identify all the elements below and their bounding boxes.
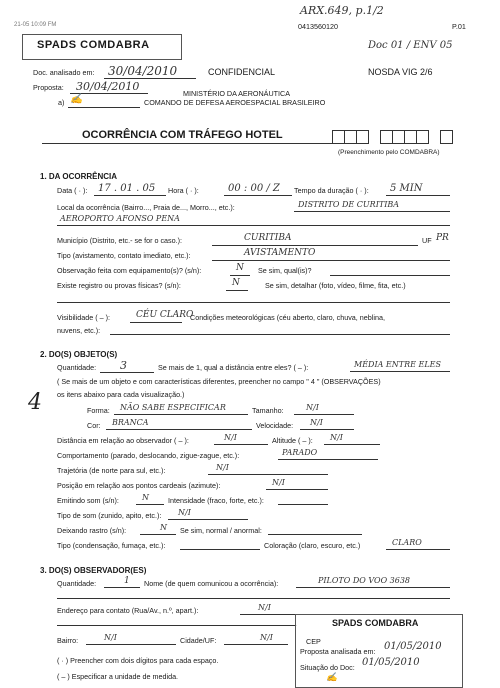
spads-stamp: [22, 34, 182, 60]
obs-sim-label: Se sim, qual(is)?: [258, 266, 312, 275]
bairro-value: N/I: [104, 633, 117, 642]
nome-value: PILOTO DO VOO 3638: [318, 576, 411, 585]
hora-label: Hora ( · ):: [168, 186, 199, 195]
uf-label: UF: [422, 236, 432, 245]
tipo-label: Tipo (avistamento, contato imediato, etc.):: [57, 251, 191, 260]
condicoes-label-2: nuvens, etc.):: [57, 326, 101, 335]
note-line-1: ( Se mais de um objeto e com características diferentes, preencher no campo " 4 " (OBSERVAÇÕES): [57, 377, 381, 386]
quantidade-value: 3: [120, 359, 127, 372]
posicao-label: Posição em relação aos pontos cardeais (azimute):: [57, 481, 221, 490]
municipio-label: Município (Distrito, etc.- se for o caso.):: [57, 236, 183, 245]
footnote-2: ( – ) Especificar a unidade de medida.: [57, 672, 179, 681]
fax-header: 21-05 10:09 FM: [14, 22, 57, 28]
tipo-condensacao-label: Tipo (condensação, fumaça, etc.):: [57, 541, 166, 550]
hora-value: 00 : 00 / Z: [228, 183, 280, 194]
tempo-label: Tempo da duração ( · ):: [294, 186, 369, 195]
fax-number: 0413560120: [298, 22, 338, 31]
local-label: Local da ocorrência (Bairro..., Praia de..., Morro..., etc.):: [57, 203, 235, 212]
cor-value: BRANCA: [112, 418, 149, 427]
coloracao-label: Coloração (claro, escuro, etc.): [264, 541, 361, 550]
preenchimento-note: (Preenchimento pelo COMDABRA): [338, 149, 440, 156]
tamanho-label: Tamanho:: [252, 406, 284, 415]
cor-label: Cor:: [87, 421, 101, 430]
stamp-title: SPADS COMDABRA: [37, 39, 150, 51]
doc-analisado-value: 30/04/2010: [108, 64, 178, 78]
signature: ✍: [70, 94, 83, 105]
distancia-entre-label: Se mais de 1, qual a distância entre eles? ( – ):: [158, 363, 309, 372]
data-value: 17 . 01 . 05: [98, 183, 156, 194]
note-line-2: os itens abaixo para cada visualização.): [57, 390, 185, 399]
data-label: Data ( · ):: [57, 186, 88, 195]
tempo-value: 5 MIN: [390, 183, 423, 194]
trajetoria-label: Trajetória (de norte para sul, etc.):: [57, 466, 166, 475]
tipo-som-label: Tipo de som (zunido, apito, etc.):: [57, 511, 162, 520]
handwritten-reference: ARX.649, p.1/2: [300, 4, 384, 17]
proposta-value: 30/04/2010: [76, 80, 140, 93]
local-value: DISTRITO DE CURITIBA: [298, 200, 400, 209]
coloracao-value: CLARO: [392, 538, 422, 547]
municipio-value: CURITIBA: [244, 233, 292, 243]
trajetoria-value: N/I: [216, 463, 229, 472]
endereco-value: N/I: [258, 603, 271, 612]
cidade-value: N/I: [260, 633, 273, 642]
velocidade-value: N/I: [310, 418, 323, 427]
visibilidade-value: CÉU CLARO: [136, 310, 194, 320]
obs-value: N: [236, 263, 244, 273]
condicoes-label: Condições meteorológicas (céu aberto, claro, chuva, neblina,: [190, 313, 385, 322]
forma-value: NÃO SABE ESPECIFICAR: [120, 403, 226, 412]
cidade-label: Cidade/UF:: [180, 636, 217, 645]
visibilidade-label: Visibilidade ( – ):: [57, 313, 111, 322]
section1-heading: 1. DA OCORRÊNCIA: [40, 172, 118, 181]
rastro-value: N: [160, 523, 167, 532]
ministerio-label: MINISTÉRIO DA AERONÁUTICA: [183, 89, 291, 98]
observador-quantidade-label: Quantidade:: [57, 579, 97, 588]
stamp2-situacao-value: 01/05/2010: [362, 657, 420, 668]
bairro-label: Bairro:: [57, 636, 79, 645]
uf-value: PR: [436, 233, 449, 243]
ocorrencia-title: OCORRÊNCIA COM TRÁFEGO HOTEL: [82, 129, 283, 141]
distancia-entre-value: MÉDIA ENTRE ELES: [354, 360, 441, 369]
footnote-1: ( · ) Preencher com dois dígitos para cada espaço.: [57, 656, 219, 665]
cep-label: CEP: [306, 637, 321, 646]
stamp2-signature: ✍: [326, 673, 338, 683]
handwritten-doc-note: Doc 01 / ENV 05: [368, 40, 453, 51]
section3-heading: 3. DO(S) OBSERVADOR(ES): [40, 566, 147, 575]
registro-label: Existe registro ou provas físicas? (s/n):: [57, 281, 181, 290]
distancia-obs-label: Distância em relação ao observador ( – ):: [57, 436, 189, 445]
obs-label: Observação feita com equipamento(s)? (s/n):: [57, 266, 202, 275]
comando-label: COMANDO DE DEFESA AEROESPACIAL BRASILEIRO: [144, 98, 326, 107]
comportamento-value: PARADO: [282, 448, 318, 457]
intensidade-label: Intensidade (fraco, forte, etc.):: [168, 496, 264, 505]
rastro-label: Deixando rastro (s/n):: [57, 526, 127, 535]
nome-label: Nome (de quem comunicou a ocorrência):: [144, 579, 279, 588]
altitude-label: Altitude ( – ):: [272, 436, 313, 445]
tamanho-value: N/I: [306, 403, 319, 412]
registro-sim-label: Se sim, detalhar (foto, vídeo, filme, fita, etc.): [265, 281, 406, 290]
local-value-2: AEROPORTO AFONSO PENA: [60, 214, 180, 223]
distancia-obs-value: N/I: [224, 433, 237, 442]
page-number: P.01: [452, 22, 466, 31]
emitindo-label: Emitindo som (s/n):: [57, 496, 119, 505]
forma-label: Forma:: [87, 406, 110, 415]
doc-analisado-label: Doc. analisado em:: [33, 68, 95, 77]
stamp2-proposta-label: Proposta analisada em:: [300, 647, 376, 656]
confidencial-label: CONFIDENCIAL: [208, 67, 276, 77]
handwritten-margin-mark: 4: [28, 390, 42, 415]
registro-value: N: [232, 278, 240, 288]
emitindo-value: N: [142, 493, 149, 502]
comportamento-label: Comportamento (parado, deslocando, zigue-zague, etc.):: [57, 451, 240, 460]
tipo-value: AVISTAMENTO: [244, 248, 316, 258]
endereco-label: Endereço para contato (Rua/Av., n.º, apart.):: [57, 606, 199, 615]
altitude-value: N/I: [330, 433, 343, 442]
stamp2-proposta-value: 01/05/2010: [384, 641, 442, 652]
stamp2-title: SPADS COMDABRA: [332, 618, 419, 628]
posicao-value: N/I: [272, 478, 285, 487]
proposta-label: Proposta:: [33, 83, 64, 92]
quantidade-label: Quantidade:: [57, 363, 97, 372]
observador-quantidade-value: 1: [124, 576, 130, 586]
rastro-sim-label: Se sim, normal / anormal:: [180, 526, 262, 535]
velocidade-label: Velocidade:: [256, 421, 294, 430]
tipo-som-value: N/I: [178, 508, 191, 517]
nosda-code: NOSDA VIG 2/6: [368, 67, 433, 77]
stamp2-situacao-label: Situação do Doc:: [300, 663, 355, 672]
section2-heading: 2. DO(S) OBJETO(S): [40, 350, 118, 359]
spads-stamp-2: [295, 614, 463, 688]
a-label: a): [58, 98, 65, 107]
